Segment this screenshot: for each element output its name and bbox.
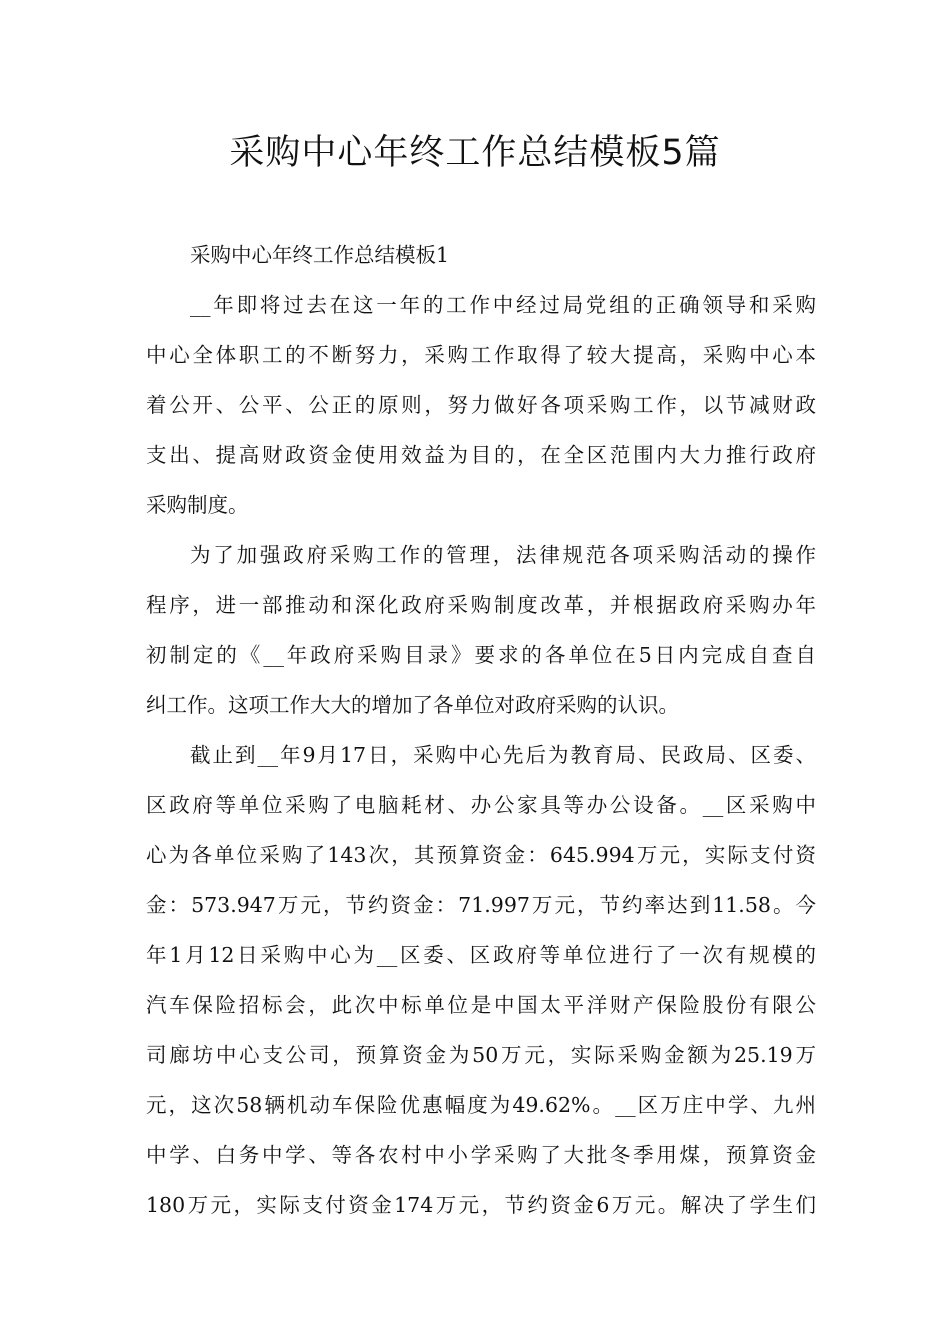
text-line: 支出、提高财政资金使用效益为目的，在全区范围内大力推行政府: [146, 443, 816, 467]
text-line: 为了加强政府采购工作的管理，法律规范各项采购活动的操作: [190, 543, 816, 567]
text-line: 着公开、公平、公正的原则，努力做好各项采购工作，以节减财政: [146, 393, 816, 417]
text-line: 截止到__年9月17日，采购中心先后为教育局、民政局、区委、: [190, 743, 816, 767]
text-line: 金：573.947万元，节约资金：71.997万元，节约率达到11.58。今: [146, 893, 816, 917]
document-body: [146, 230, 816, 1230]
text-line: 汽车保险招标会，此次中标单位是中国太平洋财产保险股份有限公: [146, 993, 816, 1017]
text-line: 年1月12日采购中心为__区委、区政府等单位进行了一次有规模的: [146, 943, 816, 967]
text-line: 中心全体职工的不断努力，采购工作取得了较大提高，采购中心本: [146, 343, 816, 367]
text-line: 区政府等单位采购了电脑耗材、办公家具等办公设备。__区采购中: [146, 793, 816, 817]
text-line: 采购制度。: [146, 493, 249, 517]
text-line: 180万元，实际支付资金174万元，节约资金6万元。解决了学生们: [146, 1193, 816, 1217]
text-line: 程序，进一部推动和深化政府采购制度改革，并根据政府采购办年: [146, 593, 816, 617]
text-line: 司廊坊中心支公司，预算资金为50万元，实际采购金额为25.19万: [146, 1043, 816, 1067]
text-line: 采购中心年终工作总结模板1: [190, 243, 450, 267]
text-line: 中学、白务中学、等各农村中小学采购了大批冬季用煤，预算资金: [146, 1143, 816, 1167]
text-line: 初制定的《__年政府采购目录》要求的各单位在5日内完成自查自: [146, 643, 816, 667]
text-line: __年即将过去在这一年的工作中经过局党组的正确领导和采购: [190, 293, 816, 317]
document-title: 采购中心年终工作总结模板5篇: [229, 133, 721, 173]
text-line: 元，这次58辆机动车保险优惠幅度为49.62%。__区万庄中学、九州: [146, 1093, 816, 1117]
text-line: 纠工作。这项工作大大的增加了各单位对政府采购的认识。: [146, 693, 679, 717]
text-line: 心为各单位采购了143次，其预算资金：645.994万元，实际支付资: [146, 843, 816, 867]
